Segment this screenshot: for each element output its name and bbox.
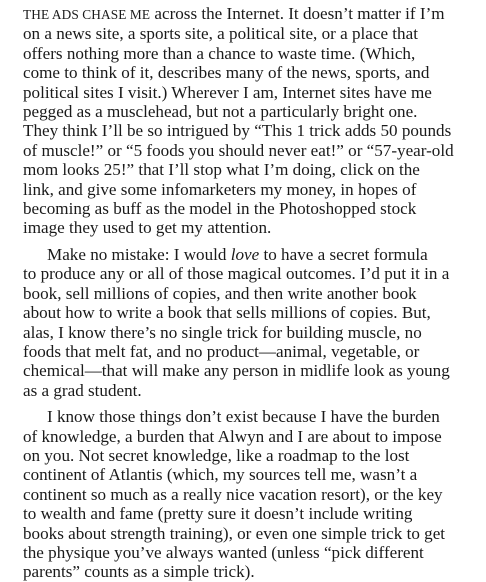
text-line: to produce any or all of those magical outcomes. I’d put it in a <box>23 264 450 284</box>
text-line: on a news site, a sports site, a political site, or a place that <box>23 24 418 44</box>
text-line: mom looks 25!” that I’ll stop what I’m doing, click on the <box>23 160 420 180</box>
text-line <box>23 407 475 426</box>
paragraph-2 <box>23 245 475 400</box>
text-line: to wealth and fame (pretty sure it doesn’t include writing <box>23 504 413 524</box>
text-line: link, and give some infomarketers my money, in hopes of <box>23 179 417 199</box>
text-line: book, sell millions of copies, and then write another book <box>23 283 417 303</box>
text-line: of knowledge, a burden that Alwyn and I are about to impose <box>23 426 442 446</box>
text-line: pegged as a musclehead, but not a particularly bright one. <box>23 102 418 122</box>
text-line: alas, I know there’s no single trick for building muscle, no <box>23 322 422 342</box>
paragraph-1 <box>23 4 475 238</box>
text-line: as a grad student. <box>23 380 142 400</box>
text-line: continent so much as a really nice vacation resort), or the key <box>23 484 443 504</box>
text-line: image they used to get my attention. <box>23 218 272 238</box>
text-line: of muscle!” or “5 foods you should never eat!” or “57-year-old <box>23 140 454 160</box>
text-line <box>23 245 475 264</box>
text-line: offers nothing more than a chance to waste time. (Which, <box>23 43 416 63</box>
text-line: foods that melt fat, and no product—animal, vegetable, or <box>23 341 420 361</box>
lead-in-smallcaps: THE ADS CHASE ME <box>23 7 151 22</box>
emphasis-text: love <box>230 244 260 264</box>
book-page-body <box>23 4 475 582</box>
text-line: chemical—that will make any person in midlife look as young <box>23 361 450 381</box>
text-line <box>23 4 475 24</box>
text-line-content: I know those things don’t exist because I have the burden <box>47 407 440 427</box>
text-line: continent of Atlantis (which, my sources tell me, wasn’t a <box>23 465 418 485</box>
text-line: political sites I visit.) Wherever I am, Internet sites have me <box>23 82 432 102</box>
text-line: about how to write a book that sells millions of copies. But, <box>23 303 431 323</box>
text-line: on you. Not secret knowledge, like a roadmap to the lost <box>23 445 410 465</box>
text-line: becoming as buff as the model in the Photoshopped stock <box>23 199 417 219</box>
text-line: They think I’ll be so intrigued by “This 1 trick adds 50 pounds <box>23 121 452 141</box>
text-line: parents” counts as a simple trick). <box>23 562 255 582</box>
text-line-content: across the Internet. It doesn’t matter if I’m <box>150 4 445 23</box>
text-line-content: to have a secret formula <box>259 244 428 264</box>
text-line-content: Make no mistake: I would <box>47 244 231 264</box>
text-line: books about strength training), or even one simple trick to get <box>23 523 446 543</box>
text-line: come to think of it, describes many of the news, sports, and <box>23 63 430 83</box>
paragraph-3 <box>23 407 475 582</box>
text-line: the physique you’ve always wanted (unless “pick different <box>23 542 424 562</box>
